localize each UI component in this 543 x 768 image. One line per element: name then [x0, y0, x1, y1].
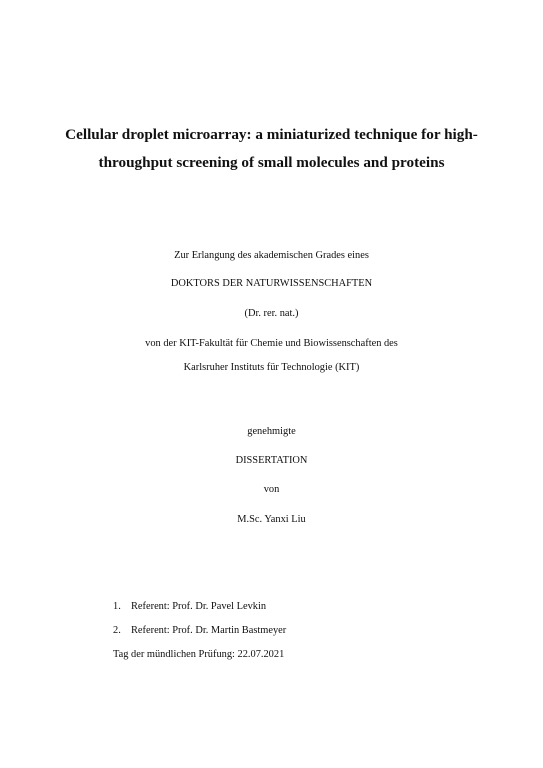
- degree-line-5: Karlsruher Instituts für Technologie (KIT): [183, 362, 360, 373]
- referee-1: [113, 600, 266, 613]
- referee-2-text: Referent: Prof. Dr. Martin Bastmeyer: [131, 625, 287, 636]
- approved-text: genehmigte: [247, 426, 296, 437]
- degree-line-2: DOKTORS DER NATURWISSENSCHAFTEN: [170, 278, 373, 289]
- thesis-title-line-1: Cellular droplet microarray: a miniaturized technique for high-: [65, 126, 478, 143]
- degree-line-1: Zur Erlangung des akademischen Grades eines: [174, 250, 369, 261]
- by-text: von: [263, 484, 280, 495]
- referee-2-number: 2.: [113, 625, 121, 636]
- author-name: M.Sc. Yanxi Liu: [237, 514, 306, 525]
- dissertation-label: DISSERTATION: [235, 455, 308, 466]
- degree-line-3: (Dr. rer. nat.): [244, 308, 299, 319]
- degree-line-4: von der KIT-Fakultät für Chemie und Biowissenschaften des: [145, 338, 398, 349]
- thesis-title-line-2: throughput screening of small molecules and proteins: [98, 154, 445, 171]
- referee-2: [113, 624, 286, 637]
- referee-1-text: Referent: Prof. Dr. Pavel Levkin: [131, 601, 267, 612]
- referee-1-number: 1.: [113, 601, 121, 612]
- exam-date: Tag der mündlichen Prüfung: 22.07.2021: [113, 649, 285, 660]
